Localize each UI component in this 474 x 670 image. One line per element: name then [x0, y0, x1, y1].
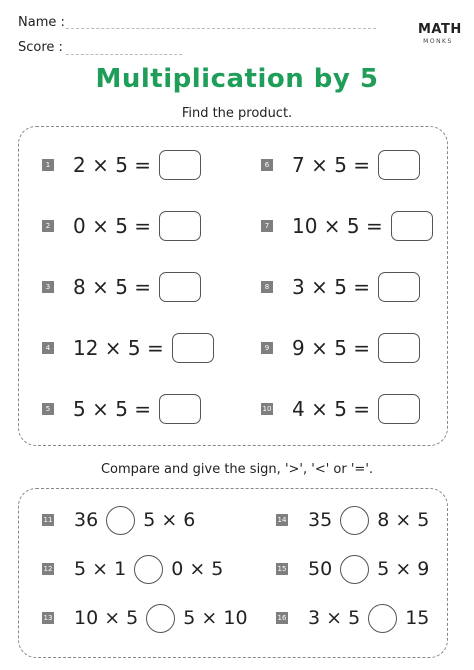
answer-box[interactable]	[378, 333, 420, 363]
instruction-compare: Compare and give the sign, '>', '<' or '='.	[100, 462, 374, 477]
compare-left-side: 50	[308, 558, 333, 580]
answer-box[interactable]	[159, 211, 201, 241]
problem-expression: 9 × 5 =	[292, 336, 371, 360]
compare-item	[42, 504, 195, 536]
problem-item	[42, 392, 201, 426]
problem-number-badge: 14	[277, 516, 287, 524]
problem-item	[42, 331, 214, 365]
problem-number-badge: 15	[277, 565, 287, 573]
compare-right-side: 8 × 5	[377, 509, 430, 531]
compare-sign-circle[interactable]	[106, 506, 135, 535]
compare-sign-circle[interactable]	[340, 506, 369, 535]
compare-item	[276, 504, 429, 536]
problem-number-badge: 7	[261, 220, 273, 232]
problem-expression: 8 × 5 =	[73, 275, 152, 299]
math-monks-logo	[418, 22, 462, 45]
problem-item	[261, 392, 420, 426]
answer-box[interactable]	[378, 394, 420, 424]
compare-sign-circle[interactable]	[134, 555, 163, 584]
answer-box[interactable]	[172, 333, 214, 363]
compare-right-side: 5 × 6	[143, 509, 196, 531]
problem-item	[261, 148, 420, 182]
problem-item	[261, 209, 433, 243]
problem-item	[261, 331, 420, 365]
problem-number-badge: 12	[43, 565, 53, 573]
problem-item	[42, 270, 201, 304]
problem-number-badge: 3	[42, 281, 54, 293]
answer-box[interactable]	[159, 150, 201, 180]
compare-item	[42, 553, 223, 585]
problem-expression: 12 × 5 =	[73, 336, 164, 360]
answer-box[interactable]	[159, 272, 201, 302]
problem-expression: 10 × 5 =	[292, 214, 383, 238]
problem-expression: 7 × 5 =	[292, 153, 371, 177]
compare-right-side: 5 × 10	[183, 607, 248, 629]
problem-number-badge: 10	[262, 405, 272, 413]
compare-sign-circle[interactable]	[340, 555, 369, 584]
problem-item	[42, 209, 201, 243]
problem-item	[261, 270, 420, 304]
compare-left-side: 36	[74, 509, 99, 531]
answer-box[interactable]	[391, 211, 433, 241]
problem-number-badge: 16	[277, 614, 287, 622]
page-title: Multiplication by 5	[95, 64, 379, 94]
logo-text: MATH	[418, 22, 462, 37]
score-label: Score :	[18, 40, 63, 55]
instruction-find-product: Find the product.	[181, 106, 293, 121]
problem-number-badge: 8	[261, 281, 273, 293]
problem-number-badge: 13	[43, 614, 53, 622]
problem-number-badge: 11	[43, 516, 53, 524]
problem-number-badge: 9	[261, 342, 273, 354]
answer-box[interactable]	[378, 150, 420, 180]
name-label: Name :	[18, 15, 65, 30]
answer-box[interactable]	[378, 272, 420, 302]
name-field-line[interactable]	[66, 28, 376, 29]
problem-number-badge: 1	[42, 159, 54, 171]
compare-right-side: 0 × 5	[171, 558, 224, 580]
problem-expression: 4 × 5 =	[292, 397, 371, 421]
problem-expression: 3 × 5 =	[292, 275, 371, 299]
compare-sign-circle[interactable]	[368, 604, 397, 633]
score-field-line[interactable]	[66, 54, 182, 55]
compare-left-side: 10 × 5	[74, 607, 139, 629]
compare-item	[276, 602, 429, 634]
problem-number-badge: 5	[42, 403, 54, 415]
problem-expression: 5 × 5 =	[73, 397, 152, 421]
answer-box[interactable]	[159, 394, 201, 424]
logo-subtext: MONKS	[423, 38, 453, 45]
compare-item	[276, 553, 429, 585]
problem-item	[42, 148, 201, 182]
problem-expression: 0 × 5 =	[73, 214, 152, 238]
problem-number-badge: 6	[261, 159, 273, 171]
problem-number-badge: 4	[42, 342, 54, 354]
compare-item	[42, 602, 248, 634]
compare-right-side: 15	[405, 607, 430, 629]
compare-sign-circle[interactable]	[146, 604, 175, 633]
compare-left-side: 5 × 1	[74, 558, 127, 580]
problem-number-badge: 2	[42, 220, 54, 232]
compare-left-side: 3 × 5	[308, 607, 361, 629]
problem-expression: 2 × 5 =	[73, 153, 152, 177]
compare-left-side: 35	[308, 509, 333, 531]
compare-right-side: 5 × 9	[377, 558, 430, 580]
